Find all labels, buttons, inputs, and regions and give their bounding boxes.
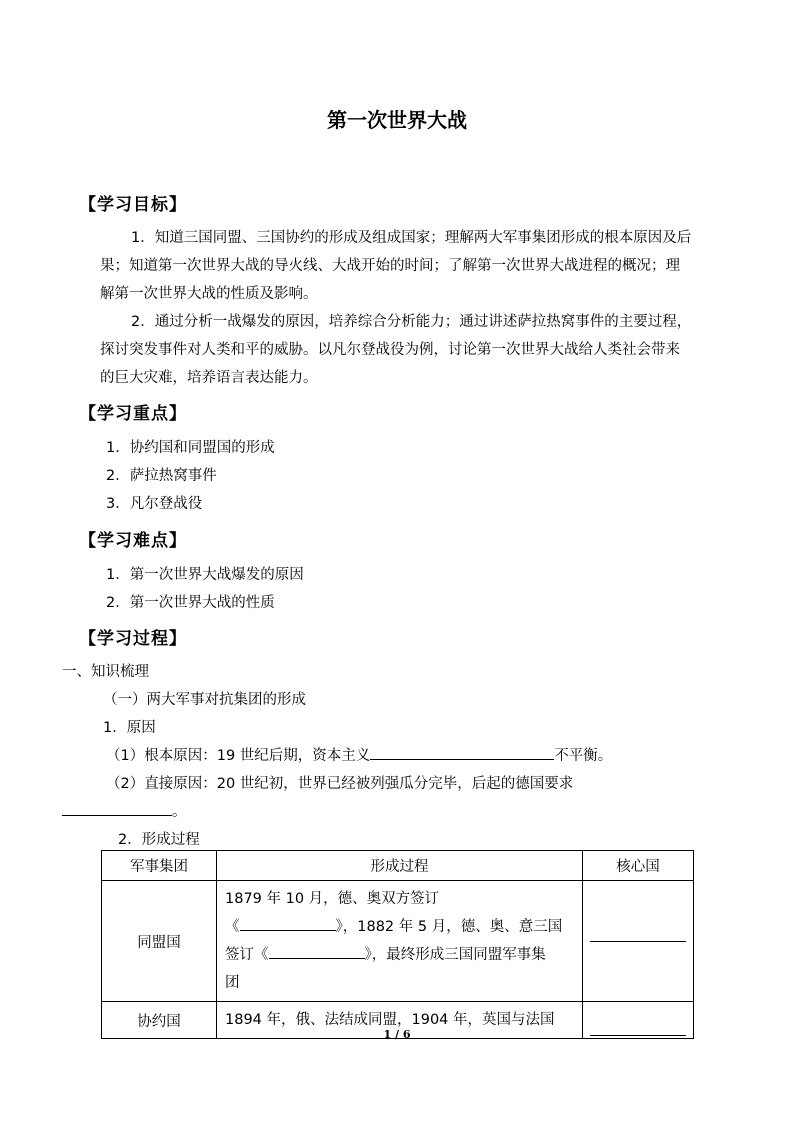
objective-line: 的巨大灾难，培养语言表达能力。 — [100, 370, 318, 386]
fill-blank[interactable] — [370, 743, 554, 760]
part-one-label: 一、知识梳理 — [62, 664, 149, 680]
formation-label: 2．形成过程 — [118, 832, 200, 848]
key-point: 1．协约国和同盟国的形成 — [106, 440, 275, 456]
process-text: 》，1882 年 5 月，德、奥、意三国 — [335, 919, 563, 935]
process-text: 团 — [225, 975, 240, 991]
core-cell — [583, 881, 694, 1002]
header-group: 军事集团 — [102, 851, 217, 881]
difficulties-heading: 【学习难点】 — [79, 531, 187, 551]
key-point: 2．萨拉热窝事件 — [106, 468, 217, 484]
objective-line: 解第一次世界大战的性质及影响。 — [100, 286, 318, 302]
fill-blank[interactable] — [62, 799, 172, 816]
process-text: 《 — [225, 919, 240, 935]
root-cause-prefix: （1）根本原因：19 世纪后期，资本主义 — [106, 748, 371, 764]
difficulty: 1．第一次世界大战爆发的原因 — [106, 567, 304, 583]
fill-blank[interactable] — [240, 914, 336, 931]
group-cell: 协约国 — [102, 1002, 217, 1039]
table-row — [102, 881, 694, 1002]
key-point: 3．凡尔登战役 — [106, 496, 203, 512]
table-header-row — [102, 851, 694, 881]
page-number: 1 / 6 — [383, 1028, 411, 1041]
root-cause-suffix: 不平衡。 — [554, 748, 613, 764]
group-cell: 同盟国 — [102, 881, 217, 1002]
process-text: 1894 年，俄、法结成同盟，1904 年，英国与法国 — [225, 1012, 555, 1028]
cause-label: 1．原因 — [103, 720, 156, 736]
root-cause-line — [106, 742, 612, 770]
direct-cause-suffix: 。 — [172, 804, 187, 820]
key-points-heading: 【学习重点】 — [79, 404, 187, 424]
direct-cause-line: （2）直接原因：20 世纪初，世界已经被列强瓜分完毕，后起的德国要求 — [106, 776, 574, 792]
page-title: 第一次世界大战 — [327, 108, 467, 132]
objective-line: 2．通过分析一战爆发的原因，培养综合分析能力；通过讲述萨拉热窝事件的主要过程， — [131, 314, 692, 330]
fill-blank[interactable] — [269, 942, 365, 959]
process-cell — [217, 881, 583, 1002]
process-text: 》，最终形成三国同盟军事集 — [364, 947, 546, 963]
formation-table — [101, 850, 694, 1039]
process-text: 签订《 — [225, 947, 269, 963]
objectives-heading: 【学习目标】 — [79, 195, 187, 215]
process-heading: 【学习过程】 — [79, 629, 187, 649]
objective-line: 果；知道第一次世界大战的导火线、大战开始的时间；了解第一次世界大战进程的概况；理 — [100, 258, 680, 274]
header-process: 形成过程 — [217, 851, 583, 881]
fill-blank[interactable] — [590, 941, 686, 942]
subsection-label: （一）两大军事对抗集团的形成 — [103, 692, 306, 708]
process-text: 1879 年 10 月，德、奥双方签订 — [225, 891, 440, 907]
objective-line: 探讨突发事件对人类和平的威胁。以凡尔登战役为例，讨论第一次世界大战给人类社会带来 — [100, 342, 680, 358]
difficulty: 2．第一次世界大战的性质 — [106, 595, 275, 611]
direct-cause-continuation — [62, 798, 187, 826]
objective-line: 1．知道三国同盟、三国协约的形成及组成国家；理解两大军事集团形成的根本原因及后 — [131, 230, 692, 246]
header-core: 核心国 — [583, 851, 694, 881]
